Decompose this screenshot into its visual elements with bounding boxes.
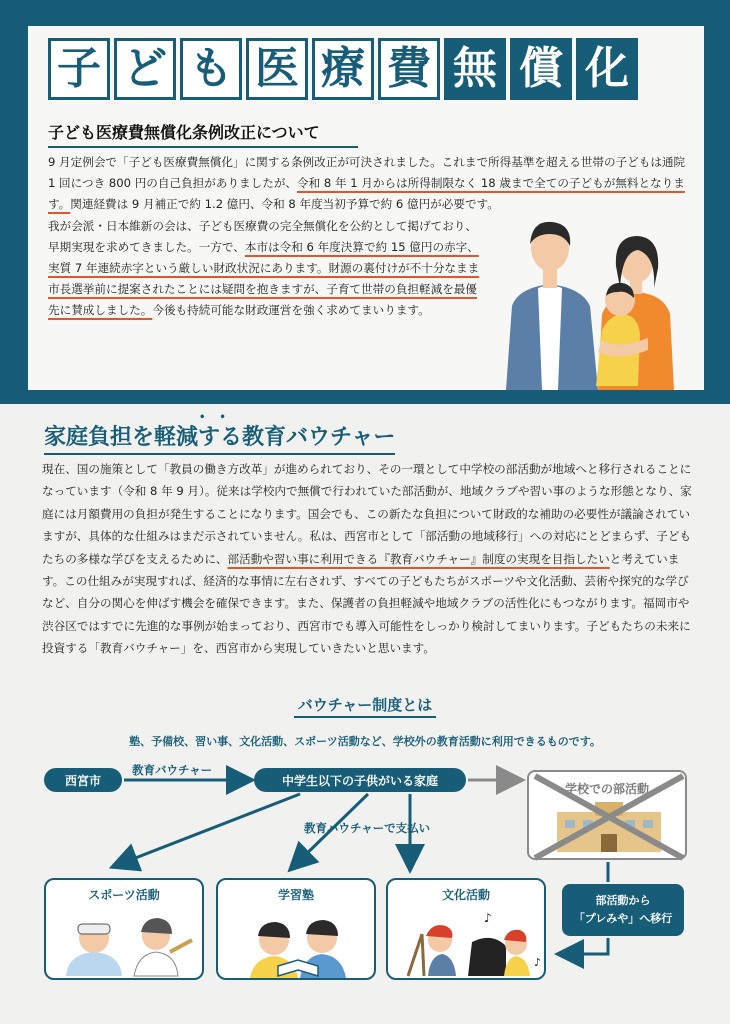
study-illustration <box>218 880 378 982</box>
title-char: 療 <box>312 38 374 100</box>
culture-label: 文化活動 <box>441 888 490 902</box>
section1-text: 関連経費は 9 月補正で約 1.2 億円、令和 8 年度当初予算で約 6 億円が必要です。 <box>70 197 499 212</box>
title-char: ど <box>114 38 176 100</box>
school-club-label: 学校での部活動 <box>564 782 649 796</box>
culture-illustration <box>388 880 548 982</box>
section2-heading-text: 家庭負担を軽減する教育バウチャー <box>44 424 396 450</box>
title-char: 子 <box>48 38 110 100</box>
section1-text: 9 月定例会で「子ども医療費無償化」に関する条例改正が可決されました。これまで所得基準を超える世帯の子どもは通院 1 回につき 800 円の自己負担がありましたが、 <box>48 155 686 191</box>
cram-school-box <box>216 878 376 980</box>
cram-school-label: 学習塾 <box>277 888 314 902</box>
svg-text:♪: ♪ <box>534 956 542 969</box>
pay-label: 教育バウチャーで支払い <box>304 821 431 835</box>
title-char: 費 <box>378 38 440 100</box>
section2-text: 現在、国の施策として「教員の働き方改革」が進められており、その一環として中学校の部活動が地域へと移行されることになっています（令和 8 年 9 月）。従来は学校内で無償で行われていた部活動が、地域クラブや習い事のような形態となり、家庭には月額費用の負担が発生することになります。国会でも、この新たな負担について財政的な補助の必要性が議論されていますが、具体的な仕組みはまだ示されていません。私は、西宮市として「部活動の地域移行」への対応にとどまらず、子どもたちの多様な学びを支えるために、 <box>42 462 692 566</box>
title-char: 医 <box>246 38 308 100</box>
sports-label: スポーツ活動 <box>88 888 160 902</box>
emphasis-dots: •• <box>199 412 240 423</box>
voucher-arrow-label: 教育バウチャー <box>132 763 213 777</box>
voucher-heading-text: バウチャー制度とは <box>294 696 437 718</box>
move-to-culture-arrow <box>566 938 608 954</box>
title-char-filled: 化 <box>576 38 638 100</box>
school-club-box <box>527 770 687 860</box>
section1-highlight: 本市は令和 6 年度決算で約 15 億円の赤字、実質 7 年連続赤字という厳しい財政状況にあります。財源の裏付けが不十分なまま市長選挙前に提案されたことには疑問を抱きますが、子育て世帯の負担軽減を最優先に賛成しました。 <box>48 239 480 318</box>
svg-text:♪: ♪ <box>484 911 492 925</box>
section1-highlight: 令和 8 年 1 月からは所得制限なく 18 歳まで全ての子どもが無料となります。 <box>48 176 685 212</box>
city-pill: 西宮市 <box>44 768 122 792</box>
section2-text: と考えています。この仕組みが実現すれば、経済的な事情に左右されず、すべての子どもたちがスポーツや文化活動、芸術や探究的な学びなど、自分の関心を伸ばす機会を確保できます。また、保護者の負担軽減や地域クラブの活性化にもつながります。福岡市や渋谷区ではすでに先進的な事例が始まっており、西宮市でも導入可能性をしっかり検討してまいります。子どもたちの未来に投資する「教育バウチャー」を、西宮市から実現していきたいと思います。 <box>42 551 691 656</box>
voucher-description: 塾、予備校、習い事、文化活動、スポーツ活動など、学校外の教育活動に利用できるものです。 <box>129 735 601 748</box>
title-char-filled: 償 <box>510 38 572 100</box>
sports-box <box>44 878 204 980</box>
club-transition-box <box>562 884 684 936</box>
move-line1: 部活動から <box>595 894 651 907</box>
school-building-icon <box>529 772 689 862</box>
section1-text: 我が会派・日本維新の会は、子ども医療費の完全無償化を公約として掲げており、早期実現を求めてきました。一方で、 <box>48 218 477 254</box>
section2-highlight: 部活動や習い事に利用できる『教育バウチャー』制度の実現を目指したい <box>227 551 610 566</box>
sports-illustration <box>46 880 206 982</box>
culture-box <box>386 878 546 980</box>
title-char: も <box>180 38 242 100</box>
household-pill: 中学生以下の子供がいる家庭 <box>254 768 466 792</box>
section1-heading: 子ども医療費無償化条例改正について <box>48 120 358 148</box>
move-line2: 「プレみや」へ移行 <box>573 912 673 925</box>
title-char-filled: 無 <box>444 38 506 100</box>
section1-text: 今後も持続可能な財政運営を強く求めてまいります。 <box>152 303 430 318</box>
to-sports-arrow <box>120 794 300 864</box>
